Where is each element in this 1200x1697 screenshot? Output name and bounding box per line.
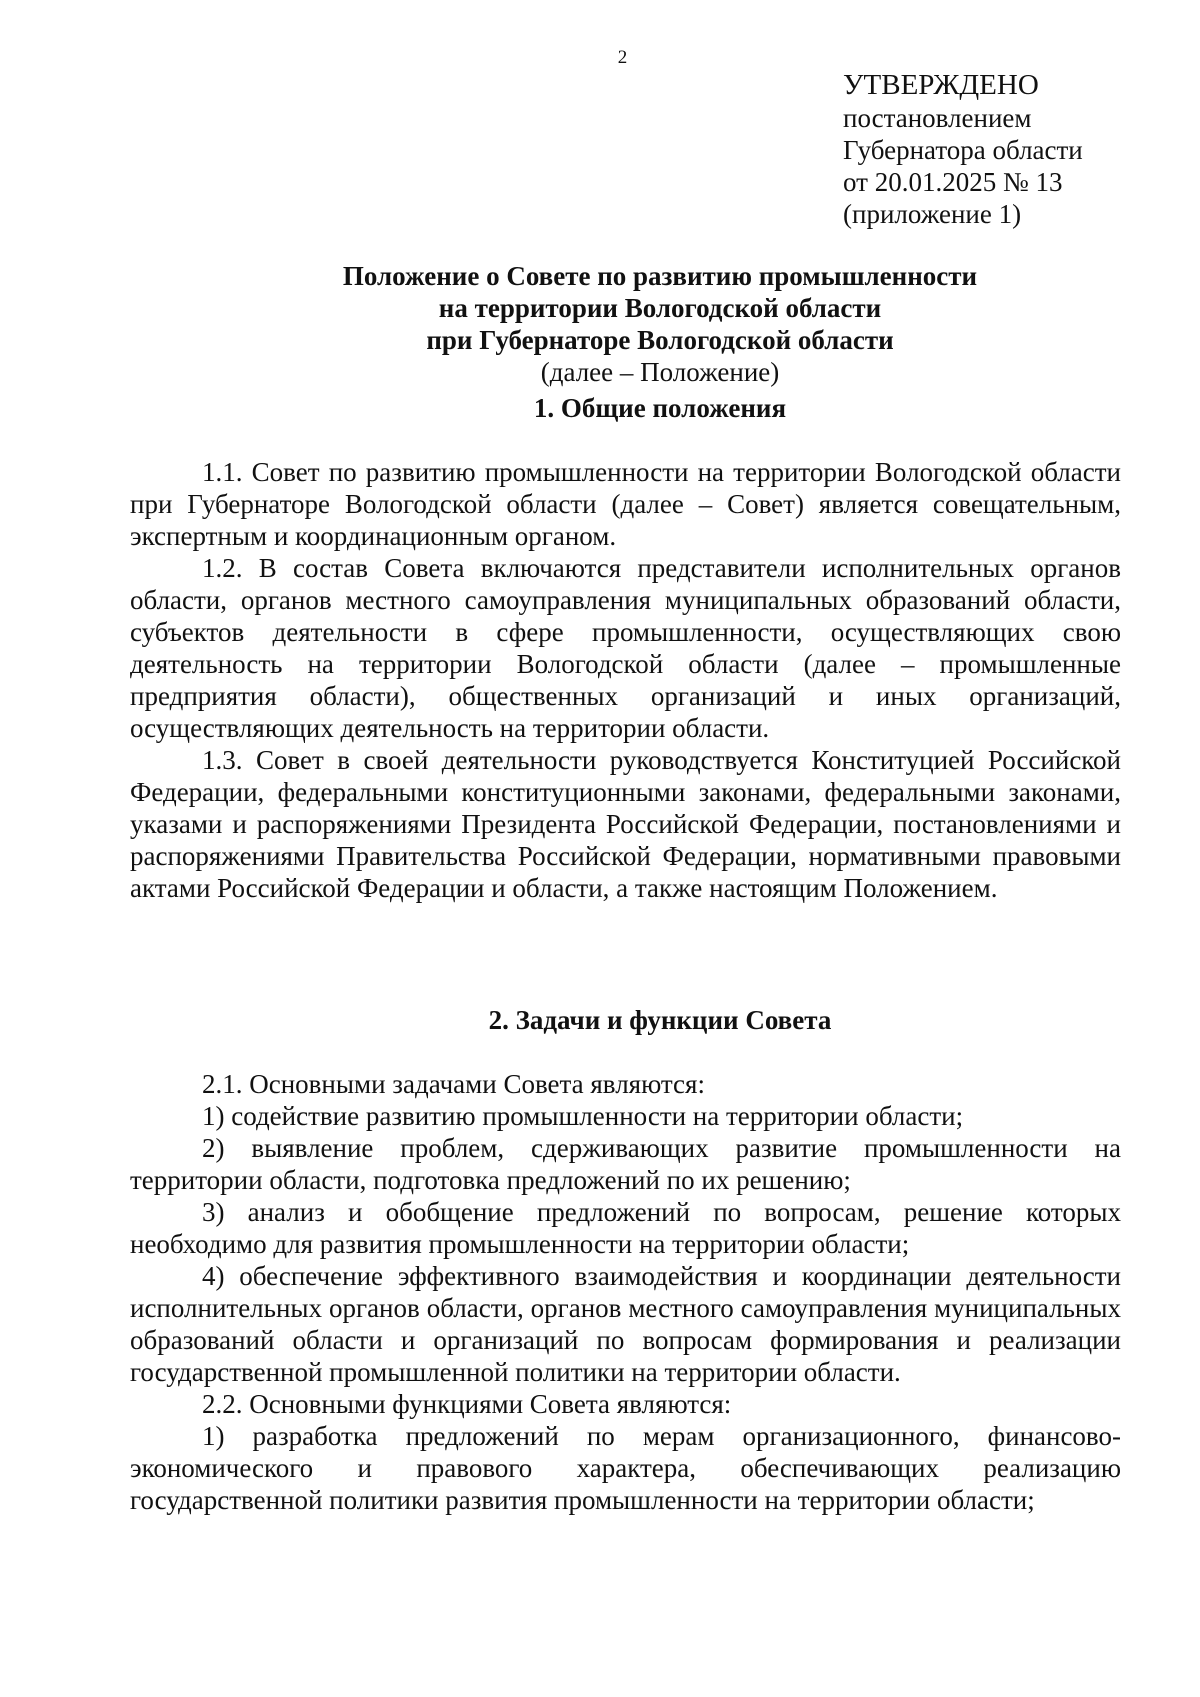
list-item: 1) разработка предложений по мерам организационного, финансово-экономического и правового характера, обеспечивающих реализацию государственной политики развития промышленности на территории области; [130, 1421, 1121, 1515]
approval-appendix: (приложение 1) [843, 199, 1022, 229]
section-tasks-body [130, 1068, 1121, 1516]
list-item: 3) анализ и обобщение предложений по вопросам, решение которых необходимо для развития промышленности на территории области; [130, 1197, 1121, 1259]
document-title [0, 260, 1200, 388]
title-line: на территории Вологодской области [438, 293, 882, 323]
paragraph: 1.1. Совет по развитию промышленности на территории Вологодской области при Губернаторе Вологодской области (далее – Совет) является совещательным, экспертным и координационным органом. [130, 457, 1121, 551]
section-heading-general: 1. Общие положения [533, 393, 787, 423]
approval-date-number: от 20.01.2025 № 13 [843, 167, 1063, 197]
title-line: Положение о Совете по развитию промышленности [342, 261, 978, 291]
section-general-body [130, 456, 1121, 904]
approval-heading: УТВЕРЖДЕНО [843, 69, 1039, 101]
page-number: 2 [617, 47, 628, 68]
title-subtitle: (далее – Положение) [540, 357, 780, 387]
title-line: при Губернаторе Вологодской области [426, 325, 894, 355]
approval-line: постановлением [843, 103, 1032, 133]
list-item: 1) содействие развитию промышленности на территории области; [202, 1101, 964, 1131]
approval-line: Губернатора области [843, 135, 1083, 165]
list-item: 2) выявление проблем, сдерживающих развитие промышленности на территории области, подготовка предложений по их решению; [130, 1133, 1121, 1195]
approval-stamp [843, 68, 1083, 230]
section-heading-tasks: 2. Задачи и функции Совета [488, 1005, 832, 1035]
list-item: 4) обеспечение эффективного взаимодействия и координации деятельности исполнительных органов области, органов местного самоуправления муниципальных образований области и организаций по вопросам формирования и реализации государственной промышленной политики на территории области. [130, 1261, 1121, 1387]
paragraph: 2.1. Основными задачами Совета являются: [202, 1069, 705, 1099]
paragraph: 1.3. Совет в своей деятельности руководствуется Конституцией Российской Федерации, федеральными конституционными законами, федеральными законами, указами и распоряжениями Президента Российской Федерации, постановлениями и распоряжениями Правительства Российской Федерации, нормативными правовыми актами Российской Федерации и области, а также настоящим Положением. [130, 745, 1121, 903]
paragraph: 1.2. В состав Совета включаются представители исполнительных органов области, органов местного самоуправления муниципальных образований области, субъектов деятельности в сфере промышленности, осуществляющих свою деятельность на территории Вологодской области (далее – промышленные предприятия области), общественных организаций и иных организаций, осуществляющих деятельность на территории области. [130, 553, 1121, 743]
paragraph: 2.2. Основными функциями Совета являются: [202, 1389, 732, 1419]
